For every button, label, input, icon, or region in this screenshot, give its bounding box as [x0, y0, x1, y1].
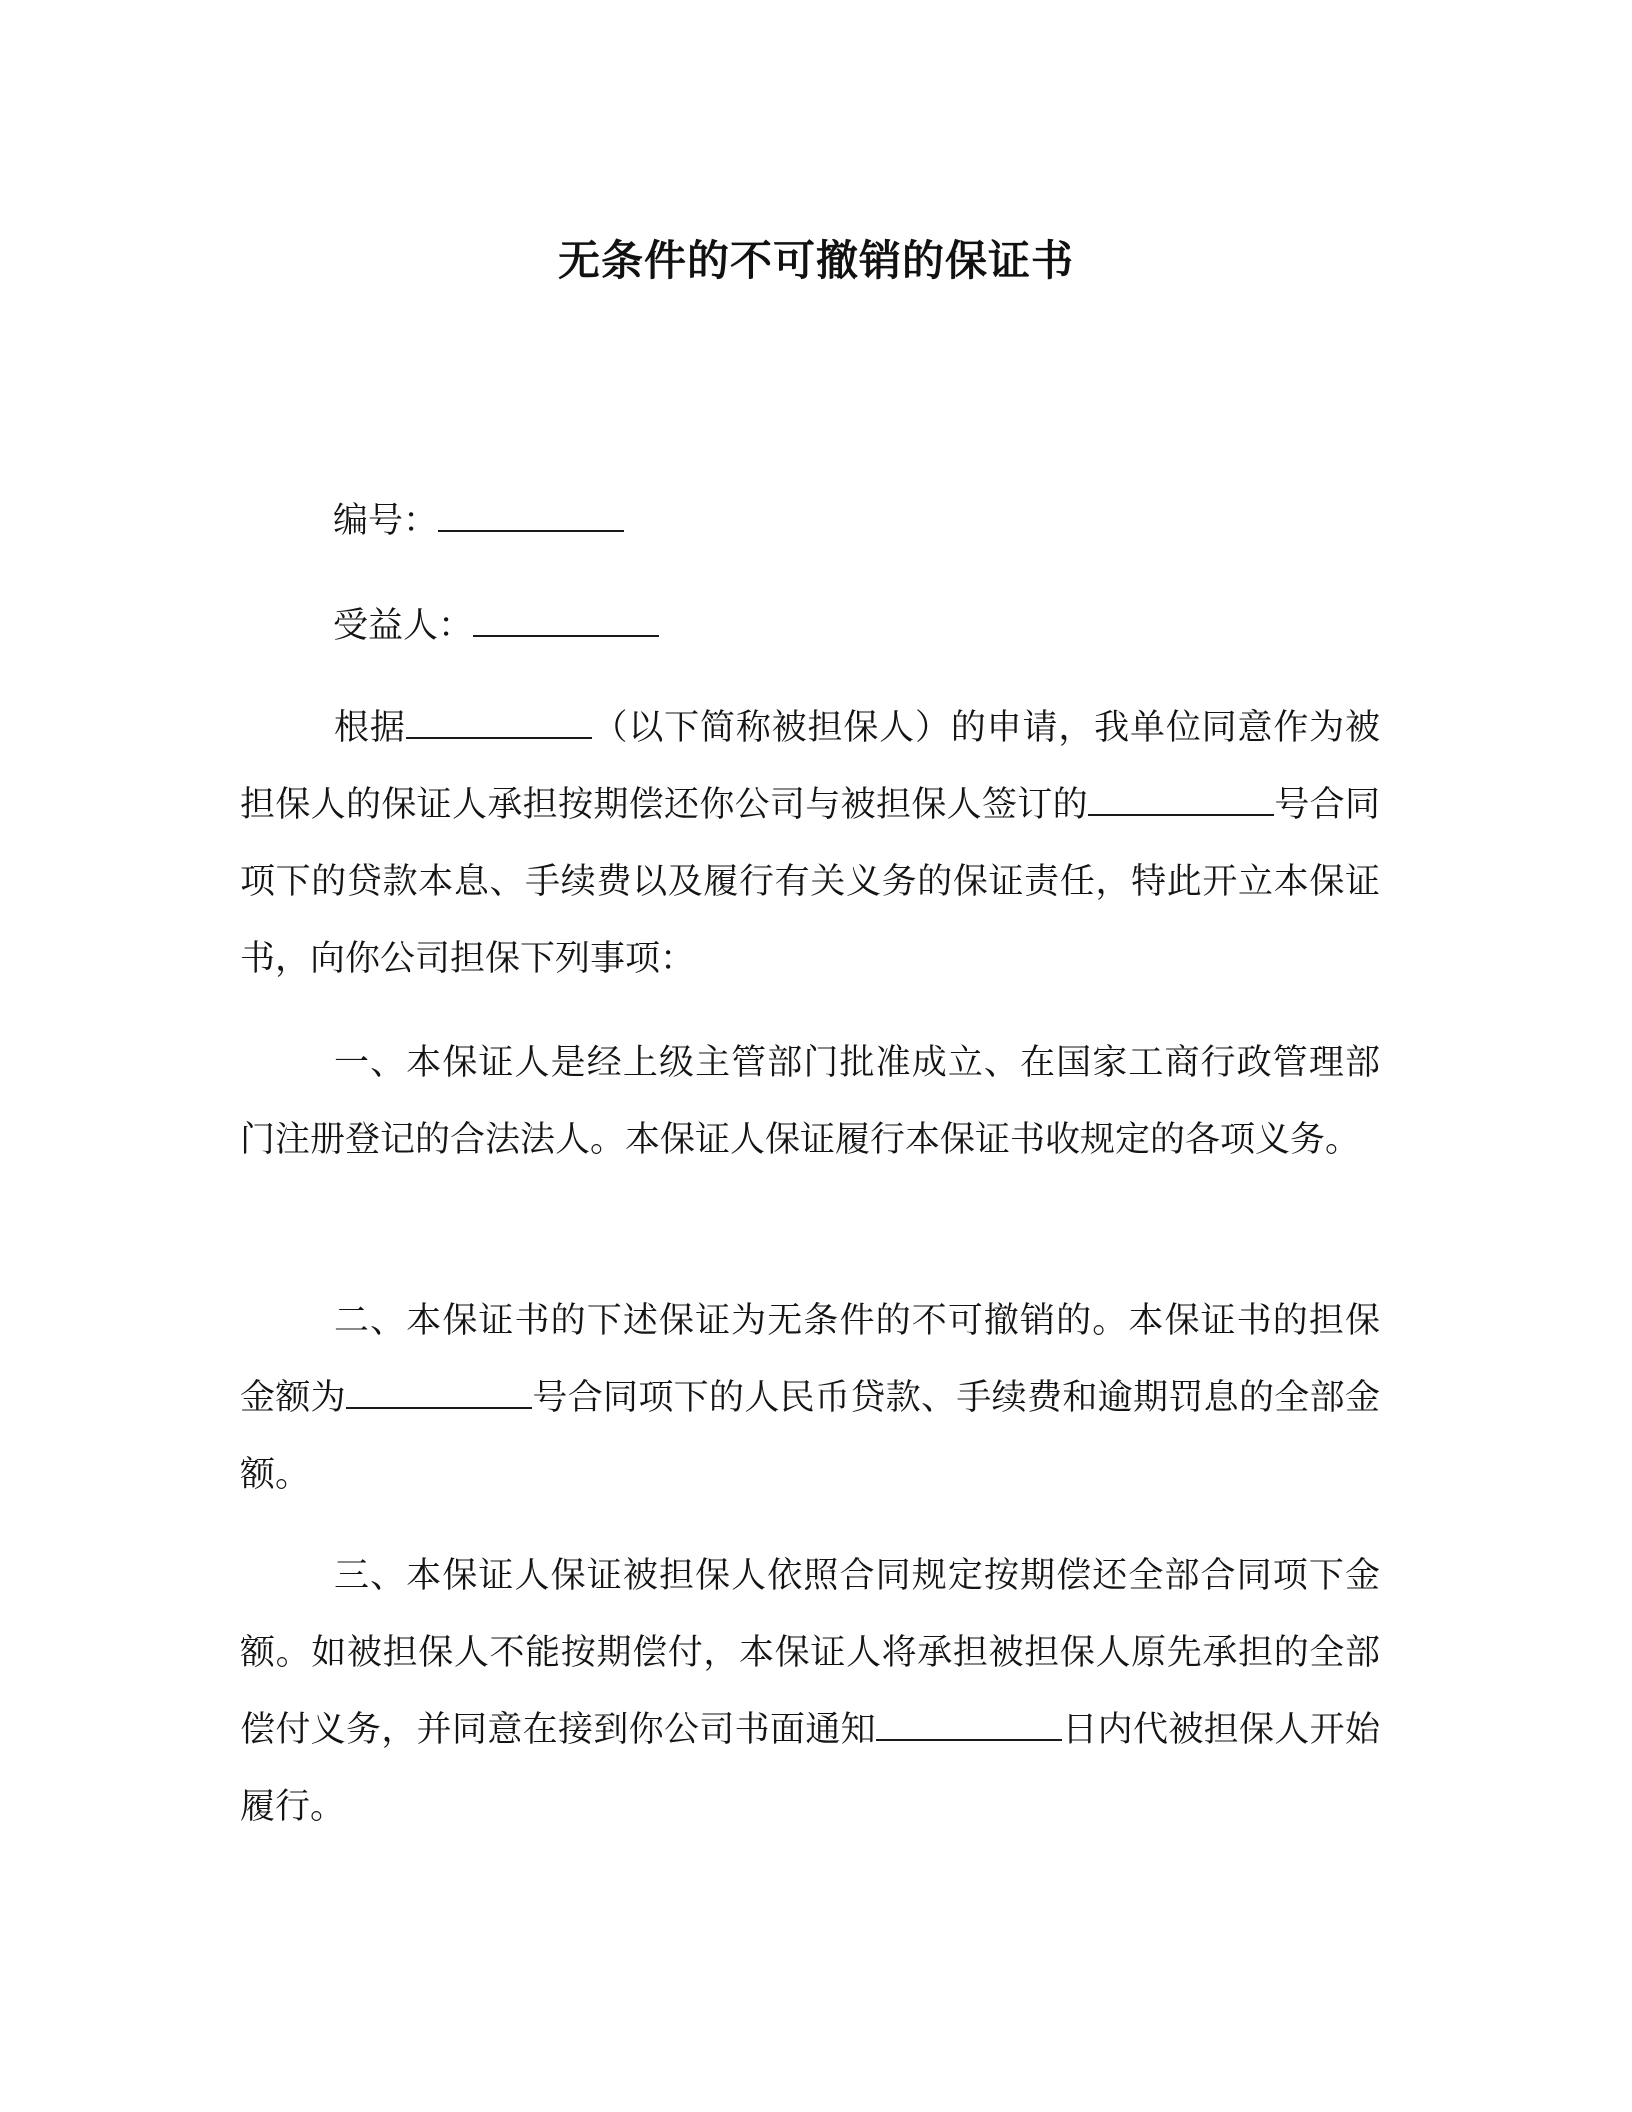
document-title: 无条件的不可撤销的保证书 — [557, 236, 1074, 285]
item-1-paragraph: 一、本保证人是经上级主管部门批准成立、在国家工商行政管理部门注册登记的合法法人。本保证人保证履行本保证书收规定的各项义务。 — [240, 1043, 1380, 1160]
days-blank — [876, 1709, 1062, 1741]
item-3-text-1: 三、本保证人保证被担保人依照合同规定按期偿还全部合同项下金额。如被担保人不能按期偿付，本保证人将承担被担保人原先承担的全部偿付义务，并同意在接到你公司书面通知 — [240, 1556, 1380, 1750]
beneficiary-field — [333, 605, 659, 646]
intro-text-2: （以下简称被担保人）的申请，我单位同意作为被担保人的保证人承担按期偿还你公司与被担保人签订的 — [240, 708, 1380, 825]
intro-text-1: 根据 — [334, 708, 406, 748]
item-2-text-2: 号合同项下的人民币贷款、手续费和逾期罚息的全部金额。 — [240, 1378, 1380, 1495]
number-field — [333, 500, 624, 541]
number-label: 编号： — [333, 501, 439, 541]
item-3-paragraph — [240, 1538, 1380, 1846]
item-3-text-2: 日内代被担保人开始履行。 — [240, 1710, 1380, 1827]
intro-paragraph — [240, 690, 1380, 998]
item-2-paragraph — [240, 1283, 1380, 1514]
beneficiary-label: 受益人： — [333, 606, 474, 646]
contract-number-blank — [1088, 784, 1274, 816]
intro-text-3: 号合同项下的贷款本息、手续费以及履行有关义务的保证责任，特此开立本保证书，向你公司担保下列事项： — [240, 785, 1380, 979]
number-blank — [438, 500, 624, 532]
item-2-text-1: 二、本保证书的下述保证为无条件的不可撤销的。本保证书的担保金额为 — [240, 1301, 1380, 1418]
guarantee-contract-blank — [346, 1377, 532, 1409]
beneficiary-blank — [473, 605, 659, 637]
guaranteed-party-blank — [406, 707, 592, 739]
